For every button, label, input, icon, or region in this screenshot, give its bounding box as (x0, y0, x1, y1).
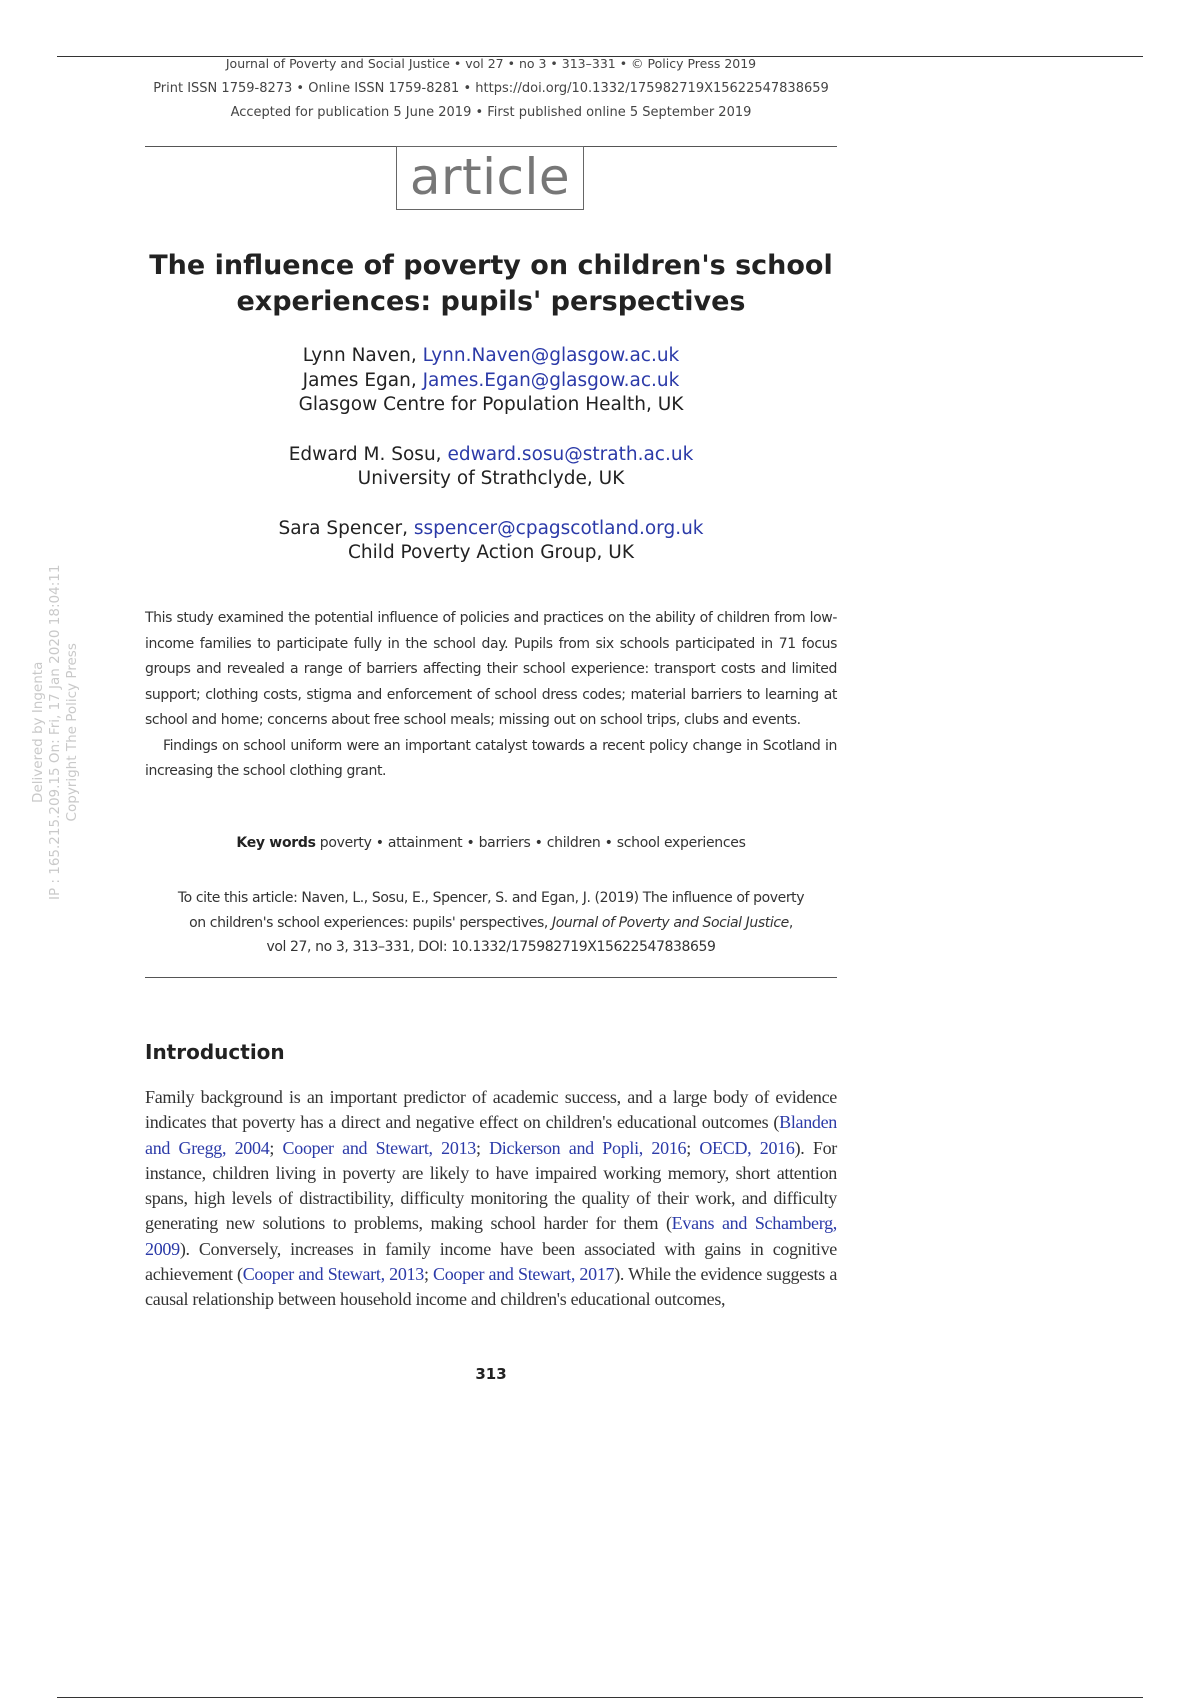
citation-text: on children's school experiences: pupils' perspectives, (189, 914, 552, 931)
citation-line (145, 911, 837, 936)
page-number: 313 (475, 1365, 507, 1383)
citation-link[interactable]: Cooper and Stewart, 2017 (433, 1264, 615, 1285)
author-name: James Egan, (302, 369, 423, 391)
section-heading: Introduction (145, 1040, 285, 1064)
author-block (145, 344, 837, 591)
issn-line: Print ISSN 1759-8273 • Online ISSN 1759-8281 • https://doi.org/10.1332/175982719X15622547838659 (153, 81, 829, 96)
abstract-rule (145, 977, 837, 978)
introduction-paragraph (145, 1085, 837, 1313)
body-text: ; (475, 1137, 490, 1158)
body-text: ). For instance, children living in poverty are likely to have impaired working memory, short attention spans, high levels of distractibility, difficulty monitoring the quality of their work, and difficulty generating new solutions to problems, making school harder for them ( (145, 1137, 837, 1234)
body-text: ). While the evidence suggests a causal relationship between household income and children's educational outcomes, (145, 1264, 838, 1310)
abstract-paragraph: Findings on school uniform were an important catalyst towards a recent policy change in Scotland in increasing the school clothing grant. (145, 737, 837, 779)
author-email-link[interactable]: James.Egan@glasgow.ac.uk (422, 369, 680, 391)
body-text: ). Conversely, increases in family income have been associated with gains in cognitive achievement ( (145, 1238, 837, 1285)
watermark-line: IP : 165.215.209.15 On: Fri, 17 Jan 2020 18:04:11 (47, 564, 63, 900)
body-text: ; (423, 1264, 433, 1285)
citation-line: vol 27, no 3, 313–331, DOI: 10.1332/175982719X15622547838659 (266, 939, 716, 955)
author-name: Edward M. Sosu, (288, 443, 448, 465)
body-text: ; (686, 1137, 700, 1158)
title-line-2: experiences: pupils' perspectives (236, 286, 746, 317)
body-text: ; (269, 1137, 283, 1158)
watermark-line: Delivered by Ingenta (30, 661, 46, 803)
bottom-rule (57, 1697, 1143, 1698)
title-line-1: The influence of poverty on children's school (149, 250, 833, 281)
affiliation: Child Poverty Action Group, UK (348, 542, 634, 563)
author-email-link[interactable]: sspencer@cpagscotland.org.uk (413, 517, 704, 539)
citation-link[interactable]: Dickerson and Popli, 2016 (489, 1137, 687, 1158)
author-line (145, 517, 837, 542)
author-line (145, 344, 837, 369)
author-email-link[interactable]: Lynn.Naven@glasgow.ac.uk (422, 345, 680, 366)
citation-link[interactable]: OECD, 2016 (699, 1137, 795, 1158)
keywords-list: poverty • attainment • barriers • children • school experiences (315, 835, 746, 851)
author-name: Lynn Naven, (302, 345, 423, 366)
citation-link[interactable]: Cooper and Stewart, 2013 (282, 1137, 476, 1158)
author-group-2 (145, 443, 837, 492)
author-group-3 (145, 517, 837, 566)
author-line (145, 443, 837, 468)
keywords-label: Key words (236, 835, 316, 851)
abstract (145, 606, 837, 785)
publication-dates: Accepted for publication 5 June 2019 • First published online 5 September 2019 (230, 105, 752, 120)
citation-line: To cite this article: Naven, L., Sosu, E., Spencer, S. and Egan, J. (2019) The influence of poverty (177, 890, 805, 906)
delivery-watermark (30, 565, 81, 900)
author-group-1 (145, 344, 837, 418)
citation-link[interactable]: Evans and Schamberg, 2009 (145, 1213, 837, 1259)
affiliation: University of Strathclyde, UK (357, 468, 625, 489)
citation-block (145, 886, 837, 960)
citation-text: , (788, 914, 793, 931)
article-type-label: article (396, 146, 584, 210)
journal-line: Journal of Poverty and Social Justice • vol 27 • no 3 • 313–331 • © Policy Press 2019 (225, 56, 757, 71)
citation-journal: Journal of Poverty and Social Justice (551, 914, 789, 931)
author-name: Sara Spencer, (278, 517, 414, 539)
author-email-link[interactable]: edward.sosu@strath.ac.uk (447, 443, 694, 465)
citation-link[interactable]: Blanden and Gregg, 2004 (145, 1112, 837, 1158)
paper-title (145, 248, 837, 320)
watermark-line: Copyright The Policy Press (64, 643, 80, 822)
affiliation: Glasgow Centre for Population Health, UK (298, 394, 684, 415)
citation-link[interactable]: Cooper and Stewart, 2013 (242, 1264, 424, 1285)
author-line (145, 369, 837, 394)
body-text: Family background is an important predictor of academic success, and a large body of evidence indicates that poverty has a direct and negative effect on children's educational outcomes ( (145, 1087, 837, 1133)
keywords (145, 835, 837, 851)
abstract-paragraph: This study examined the potential influence of policies and practices on the ability of children from low-income families to participate fully in the school day. Pupils from six schools participated in 71 focus groups and revealed a range of barriers affecting their school experience: transport costs and limited support; clothing costs, stigma and enforcement of school dress codes; material barriers to learning at school and home; concerns about free school meals; missing out on school trips, clubs and events. (145, 610, 837, 728)
